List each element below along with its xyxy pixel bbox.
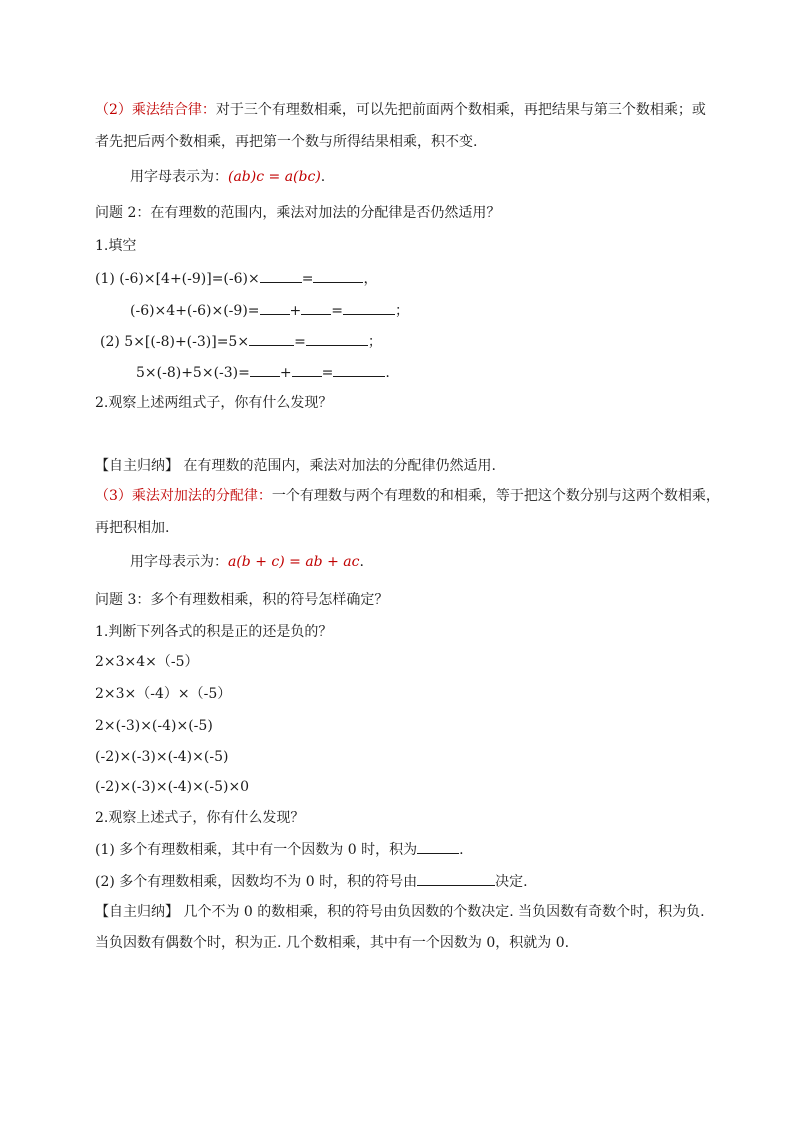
problem3-expression: 2×3×（-4）×（-5） [95, 686, 232, 702]
punctuation: . [459, 842, 464, 858]
answer-blank[interactable] [249, 331, 294, 346]
answer-blank[interactable] [260, 268, 302, 283]
row2b-expression: 5×(-8)+5×(-3)= [136, 365, 250, 381]
row1a-expression: (1) (-6)×[4+(-9)]=(-6)× [95, 271, 260, 287]
summary2-line2: 当负因数有偶数个时，积为正. 几个数相乘，其中有一个因数为 0，积就为 0. [95, 935, 570, 951]
summary1-label: 【自主归纳】 [95, 458, 179, 474]
punctuation: ； [394, 303, 409, 319]
problem2-task1: 1.填空 [95, 238, 137, 254]
answer-blank[interactable] [313, 268, 363, 283]
answer-blank[interactable] [301, 300, 331, 315]
section2-formula: (ab)c = a(bc) [228, 169, 321, 185]
section3-formula-prefix: 用字母表示为： [130, 554, 228, 570]
section3-line2: 再把积相加. [95, 520, 170, 536]
plus-sign: + [289, 303, 302, 319]
section2-line1 [95, 100, 706, 120]
answer-blank[interactable] [250, 362, 280, 377]
section3-formula-suffix: . [359, 554, 364, 570]
problem3-expression: (-2)×(-3)×(-4)×(-5)×0 [95, 779, 250, 795]
row2a-expression: (2) 5×[(-8)+(-3)]=5× [100, 334, 250, 350]
problem3-finding1 [95, 839, 464, 860]
section2-line2: 者先把后两个数相乘，再把第一个数与所得结果相乘，积不变. [95, 134, 478, 150]
finding1-text: (1) 多个有理数相乘，其中有一个因数为 0 时，积为 [95, 842, 418, 858]
problem2-row2a [100, 331, 382, 352]
equals-sign: = [331, 303, 343, 319]
equals-sign: = [321, 365, 334, 381]
problem3-task1: 1.判断下列各式的积是正的还是负的？ [95, 624, 333, 640]
plus-sign: + [279, 365, 292, 381]
row1b-expression: (-6)×4+(-6)×(-9)= [130, 303, 260, 319]
finding2-end: 决定. [495, 874, 528, 890]
section3-formula-line [130, 552, 364, 572]
problem3-task2: 2.观察上述式子，你有什么发现？ [95, 810, 305, 826]
answer-blank[interactable] [417, 839, 459, 854]
answer-blank[interactable] [417, 871, 495, 886]
summary2-line1 [95, 902, 705, 922]
answer-blank[interactable] [306, 331, 368, 346]
section2-formula-suffix: . [320, 169, 326, 185]
answer-blank[interactable] [292, 362, 322, 377]
section2-formula-line [130, 167, 325, 187]
answer-blank[interactable] [333, 362, 385, 377]
problem2-task2: 2.观察上述两组式子，你有什么发现？ [95, 395, 333, 411]
punctuation: . [385, 365, 390, 381]
section3-formula: a(b + c) = ab + ac [228, 554, 360, 570]
problem3-expression: 2×(-3)×(-4)×(-5) [95, 718, 213, 734]
answer-blank[interactable] [260, 300, 290, 315]
problem3-expression: 2×3×4×（-5） [95, 654, 199, 670]
punctuation: ， [363, 271, 378, 287]
problem3-question: 问题 3：多个有理数相乘，积的符号怎样确定？ [95, 592, 389, 608]
problem2-question: 问题 2：在有理数的范围内，乘法对加法的分配律是否仍然适用？ [95, 205, 501, 221]
section2-text1: 对于三个有理数相乘，可以先把前面两个数相乘，再把结果与第三个数相乘；或 [215, 102, 706, 118]
problem2-row1b [130, 300, 409, 321]
equals-sign: = [301, 271, 314, 287]
finding2-text: (2) 多个有理数相乘，因数均不为 0 时，积的符号由 [95, 874, 418, 890]
section2-label: （2）乘法结合律： [95, 102, 216, 118]
section3-label: （3）乘法对加法的分配律： [95, 488, 272, 504]
equals-sign: = [294, 334, 306, 350]
problem3-finding2 [95, 871, 528, 892]
summary2-label: 【自主归纳】 [95, 904, 179, 920]
problem2-row2b [136, 362, 390, 383]
section3-line1 [95, 486, 720, 506]
summary2-text1: 几个不为 0 的数相乘，积的符号由负因数的个数决定. 当负因数有奇数个时，积为负. [179, 904, 705, 920]
section3-text1: 一个有理数与两个有理数的和相乘，等于把这个数分别与这两个数相乘， [271, 488, 720, 504]
section2-formula-prefix: 用字母表示为： [130, 169, 228, 185]
answer-blank[interactable] [343, 300, 395, 315]
summary1-text: 在有理数的范围内，乘法对加法的分配律仍然适用. [179, 458, 496, 474]
problem2-row1a [95, 268, 377, 289]
summary1-line [95, 456, 496, 476]
problem3-expression: (-2)×(-3)×(-4)×(-5) [95, 749, 229, 765]
punctuation: ； [367, 334, 382, 350]
